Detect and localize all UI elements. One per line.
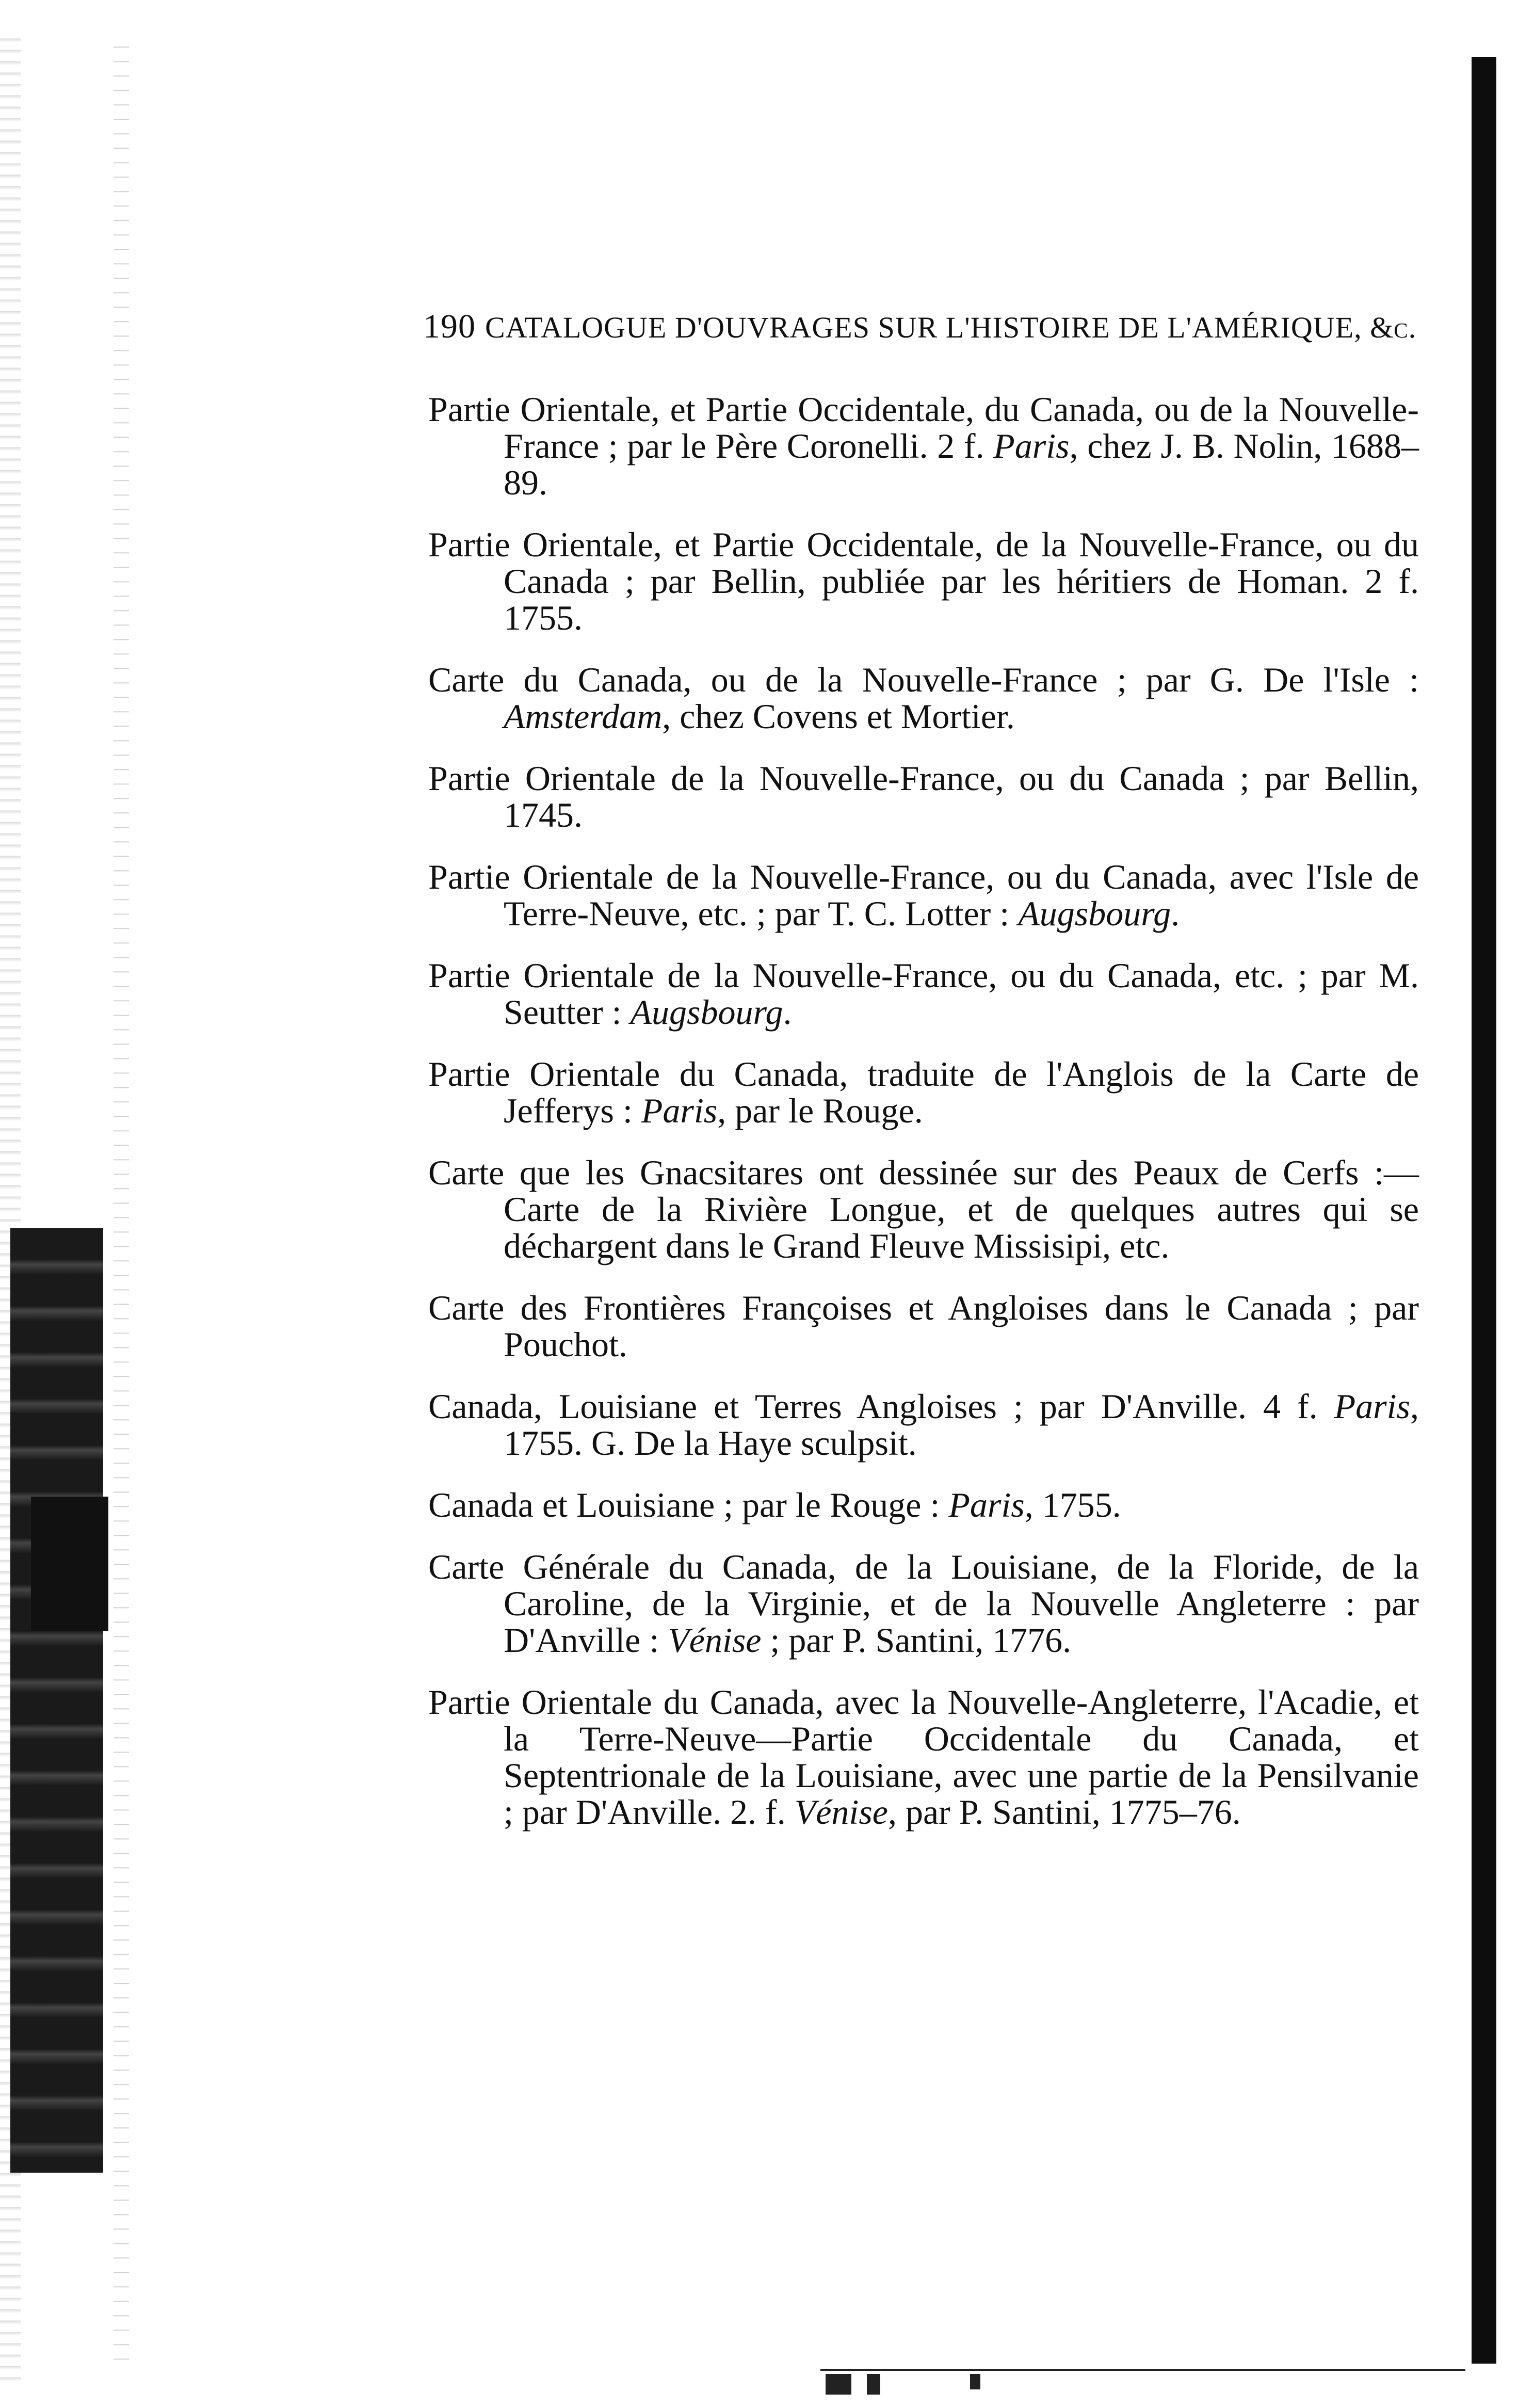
catalogue-entry [428, 1487, 1419, 1523]
entry-text: Partie Orientale de la Nouvelle-France, ou du Canada, etc. ; par M. Seutter : [428, 956, 1419, 1032]
entry-text: Carte du Canada, ou de la Nouvelle-France ; par G. De l'Isle : [428, 660, 1419, 699]
catalogue-entry [428, 391, 1419, 501]
catalogue-entry [428, 1290, 1419, 1363]
catalogue-entry [428, 760, 1419, 833]
scan-gutter-shadow-block [31, 1497, 108, 1631]
entry-place: Vénise [794, 1792, 888, 1832]
catalogue-entry [428, 1388, 1419, 1462]
entry-text-end: , 1755. [1024, 1485, 1121, 1524]
entry-text: Partie Orientale du Canada, avec la Nouvelle-Angleterre, l'Acadie, et la Terre-Neuve—Partie Occidentale du Canada, et Septentrionale de la Louisiane, avec une partie de la Pensilvanie ; par D'Anville. 2. f. [428, 1682, 1419, 1832]
catalogue-entry [428, 1684, 1419, 1831]
entry-text-end: , par P. Santini, 1775–76. [887, 1792, 1241, 1832]
entry-text: Partie Orientale, et Partie Occidentale, du Canada, ou de la Nouvelle-France ; par le Père Coronelli. 2 f. [428, 390, 1419, 465]
catalogue-entry [428, 526, 1419, 636]
page-number: 190 [423, 308, 476, 345]
entry-place: Paris [641, 1091, 718, 1130]
catalogue-entry [428, 1549, 1419, 1659]
scan-gutter-shadow [10, 1228, 103, 2173]
scan-bottom-mark [867, 2374, 880, 2395]
entry-text: Partie Orientale de la Nouvelle-France, ou du Canada ; par Bellin, 1745. [428, 759, 1419, 834]
entry-place: Paris [1334, 1387, 1410, 1426]
catalogue-entry [428, 1056, 1419, 1129]
entry-text-end: . [1171, 894, 1180, 933]
scan-gutter-noise [114, 41, 129, 2364]
catalogue-entry [428, 859, 1419, 932]
entry-text-end: , chez Covens et Mortier. [662, 697, 1015, 736]
entry-place: Vénise [668, 1620, 762, 1660]
entry-text: Partie Orientale du Canada, traduite de l'Anglois de la Carte de Jefferys : [428, 1054, 1419, 1130]
entry-text-end: ; par P. Santini, 1776. [761, 1620, 1072, 1660]
catalogue-entry [428, 662, 1419, 735]
entry-text: Carte des Frontières Françoises et Angloises dans le Canada ; par Pouchot. [428, 1288, 1419, 1364]
catalogue-entries [428, 391, 1419, 1856]
entry-text: Carte Générale du Canada, de la Louisiane, de la Floride, de la Caroline, de la Virginie, et de la Nouvelle Angleterre : par D'Anville : [428, 1547, 1419, 1660]
entry-text: Canada et Louisiane ; par le Rouge : [428, 1485, 949, 1524]
catalogue-entry [428, 957, 1419, 1031]
entry-text: Partie Orientale, et Partie Occidentale, de la Nouvelle-France, ou du Canada ; par Bellin, publiée par les héritiers de Homan. 2 f. 1755. [428, 525, 1419, 637]
scan-bottom-mark [970, 2374, 980, 2389]
entry-text-end: , par le Rouge. [717, 1091, 923, 1130]
entry-text: Canada, Louisiane et Terres Angloises ; par D'Anville. 4 f. [428, 1387, 1334, 1426]
scan-bottom-mark [826, 2374, 851, 2395]
scan-bottom-rule [820, 2369, 1465, 2375]
running-head [423, 310, 1434, 344]
entry-text-end: . [783, 992, 792, 1032]
entry-place: Augsbourg [630, 992, 783, 1032]
entry-text-end: , chez J. B. Nolin, 1688–89. [504, 426, 1419, 502]
scan-right-border [1472, 57, 1496, 2364]
entry-place: Paris [993, 426, 1070, 465]
entry-text: Partie Orientale de la Nouvelle-France, ou du Canada, avec l'Isle de Terre-Neuve, etc. ; par T. C. Lotter : [428, 857, 1419, 933]
entry-text: Carte que les Gnacsitares ont dessinée sur des Peaux de Cerfs :— Carte de la Rivière Longue, et de quelques autres qui se déchargent dans le Grand Fleuve Missisipi, etc. [428, 1153, 1419, 1265]
entry-place: Augsbourg [1018, 894, 1171, 933]
page-header-title: CATALOGUE D'OUVRAGES SUR L'HISTOIRE DE L'AMÉRIQUE, &c. [485, 311, 1417, 344]
catalogue-entry [428, 1154, 1419, 1264]
entry-place: Paris [948, 1485, 1025, 1524]
entry-text-end: , 1755. G. De la Haye sculpsit. [504, 1387, 1419, 1463]
entry-place: Amsterdam [504, 697, 663, 736]
